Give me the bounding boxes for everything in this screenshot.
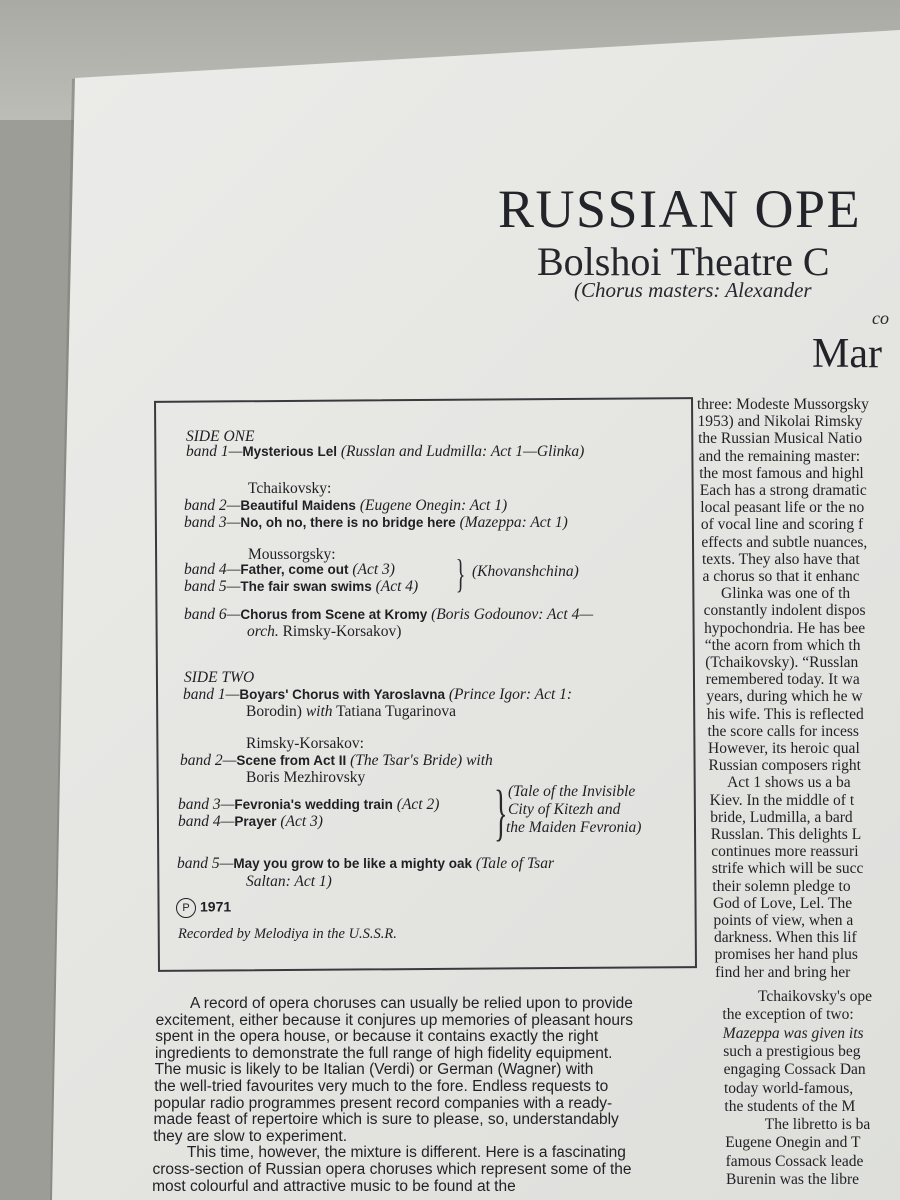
right-column-line: (Tchaikovsky). “Russlan [705, 654, 859, 671]
track-s2-b1-line2: Borodin) with Tatiana Tugarinova [246, 703, 457, 720]
body-line: spent in the opera house, or because it contains exactly the right [155, 1028, 599, 1046]
track-s2-b4: band 4—Prayer (Act 3) [178, 813, 323, 830]
right-column-line: constantly indolent dispos [703, 602, 866, 620]
right-column-line: find her and bring her [715, 963, 851, 981]
right-column-line: However, its heroic qual [708, 740, 860, 757]
track-s2-b2: band 2—Scene from Act II (The Tsar's Bride) with [180, 752, 493, 769]
right-column-line: their solemn pledge to [712, 877, 851, 895]
body-line: ingredients to demonstrate the full range of high fidelity equipment. [154, 1044, 613, 1062]
right-column-line: Russian composers right [708, 757, 861, 775]
right-column-line: Act 1 shows us a ba [727, 774, 851, 792]
body-line: popular radio programmes present record companies with a ready- [153, 1094, 613, 1112]
track-s2-b3: band 3—Fevronia's wedding train (Act 2) [178, 796, 440, 813]
right-column-line: engaging Cossack Dan [723, 1061, 866, 1079]
track-s2-b5-line2: Saltan: Act 1) [246, 873, 332, 890]
track-s1-b5: band 5—The fair swan swims (Act 4) [184, 578, 419, 595]
right-column-line: continues more reassuri [711, 843, 859, 861]
recorded-by: Recorded by Melodiya in the U.S.S.R. [178, 926, 397, 942]
right-column-line: remembered today. It wa [705, 671, 860, 689]
right-column-line: Russlan. This delights L [710, 826, 862, 843]
conductor-prefix: co [872, 308, 889, 328]
right-column-line: famous Cossack leade [725, 1152, 864, 1170]
right-column-line: local peasant life or the no [700, 499, 865, 517]
right-column-line: his wife. This is reflected [706, 705, 864, 723]
conductor-name: Mar [812, 331, 882, 377]
album-subtitle: Bolshoi Theatre C [537, 239, 830, 284]
track-s1-b1: band 1—Mysterious Lel (Russlan and Ludmilla: Act 1—Glinka) [186, 443, 585, 460]
right-column-line: today world-famous, [724, 1079, 854, 1097]
body-line: they are slow to experiment. [153, 1127, 348, 1145]
composer-tchaikovsky: Tchaikovsky: [248, 480, 332, 497]
right-column-line: strife which will be succ [711, 860, 864, 878]
right-column-line: Glinka was one of th [721, 585, 851, 603]
phonogram-line: P 1971 [176, 898, 231, 918]
right-column-line: years, during which he w [706, 688, 863, 706]
brace-kitezh: } [494, 779, 508, 847]
body-line: This time, however, the mixture is different. Here is a fascinating [186, 1144, 626, 1162]
composer-rimsky: Rimsky-Korsakov: [246, 735, 364, 752]
right-column-line: texts. They also have that [701, 550, 860, 568]
right-column-line: promises her hand plus [714, 946, 858, 964]
track-s1-b6: band 6—Chorus from Scene at Kromy (Boris Godounov: Act 4— [184, 606, 594, 623]
track-s2-b1: band 1—Boyars' Chorus with Yaroslavna (Prince Igor: Act 1: [183, 686, 573, 703]
track-s1-b3: band 3—No, oh no, there is no bridge here (Mazeppa: Act 1) [184, 514, 568, 531]
right-column-line: Mazeppa was given its [722, 1024, 864, 1042]
phonogram-symbol: P [176, 898, 196, 918]
track-s1-b2: band 2—Beautiful Maidens (Eugene Onegin: Act 1) [184, 497, 508, 514]
body-line: the well-tried favourites very much to the fore. Endless requests to [154, 1078, 609, 1095]
brace-khovanshchina: } [455, 551, 466, 596]
right-column-line: the score calls for incess [707, 722, 859, 740]
track-s1-b4: band 4—Father, come out (Act 3) [184, 561, 395, 578]
right-column-line: Eugene Onegin and T [725, 1134, 861, 1152]
right-column-line: the students of the M [724, 1097, 856, 1115]
right-column-line: The libretto is ba [764, 1116, 871, 1134]
right-column-line: a chorus so that it enhanc [702, 568, 860, 585]
right-column-line: Burenin was the libre [726, 1171, 860, 1188]
right-column-line: God of Love, Lel. The [712, 894, 853, 912]
right-column-line: Kiev. In the middle of t [709, 791, 855, 809]
right-column-line: and the remaining master: [698, 447, 861, 465]
body-line: The music is likely to be Italian (Verdi) or German (Wagner) with [154, 1061, 594, 1079]
right-column-line: Each has a strong dramatic [699, 482, 867, 499]
track-s1-b6-orch: orch. Rimsky-Korsakov) [247, 623, 402, 640]
opera-kitezh-line1: (Tale of the Invisible [508, 783, 636, 800]
right-column-line: darkness. When this lif [714, 929, 857, 947]
right-column-line: the Russian Musical Natio [698, 430, 863, 448]
right-column-line: the exception of two: [722, 1006, 854, 1024]
right-column-line: Tchaikovsky's ope [758, 988, 873, 1005]
body-line: A record of opera choruses can usually be relied upon to provide [190, 995, 633, 1012]
right-column-line: 1953) and Nikolai Rimsky [697, 413, 863, 431]
opera-kitezh-line3: the Maiden Fevronia) [506, 819, 642, 836]
right-column-line: the most famous and highl [699, 464, 864, 482]
opera-khovanshchina: (Khovanshchina) [472, 563, 579, 580]
track-s2-b5: band 5—May you grow to be like a mighty oak (Tale of Tsar [177, 855, 554, 872]
album-title: RUSSIAN OPE [498, 179, 862, 239]
right-column-line: such a prestigious beg [723, 1042, 861, 1060]
right-column-line: of vocal line and scoring f [700, 516, 864, 534]
chorus-masters-line: (Chorus masters: Alexander [574, 278, 812, 302]
body-line: most colourful and attractive music to be found at the [152, 1177, 516, 1195]
body-line: made feast of repertoire which is sure to please, so, understandably [153, 1111, 619, 1129]
side-one-heading: SIDE ONE [186, 428, 255, 445]
side-two-heading: SIDE TWO [184, 669, 255, 686]
right-column-line: points of view, when a [713, 912, 854, 929]
track-s2-b2-soloist: Boris Mezhirovsky [246, 769, 366, 786]
right-column-line: bride, Ludmilla, a bard [710, 808, 853, 826]
right-column-line: hypochondria. He has bee [704, 619, 866, 637]
body-line: cross-section of Russian opera choruses which represent some of the [152, 1161, 632, 1178]
right-column-line: three: Modeste Mussorgsky [697, 396, 869, 413]
right-column-line: “the acorn from which th [704, 636, 861, 654]
body-line: excitement, either because it conjures up memories of pleasant hours [155, 1011, 633, 1029]
right-column-line: effects and subtle nuances, [701, 533, 868, 551]
composer-moussorgsky: Moussorgsky: [248, 546, 336, 563]
opera-kitezh-line2: City of Kitezh and [508, 801, 621, 818]
